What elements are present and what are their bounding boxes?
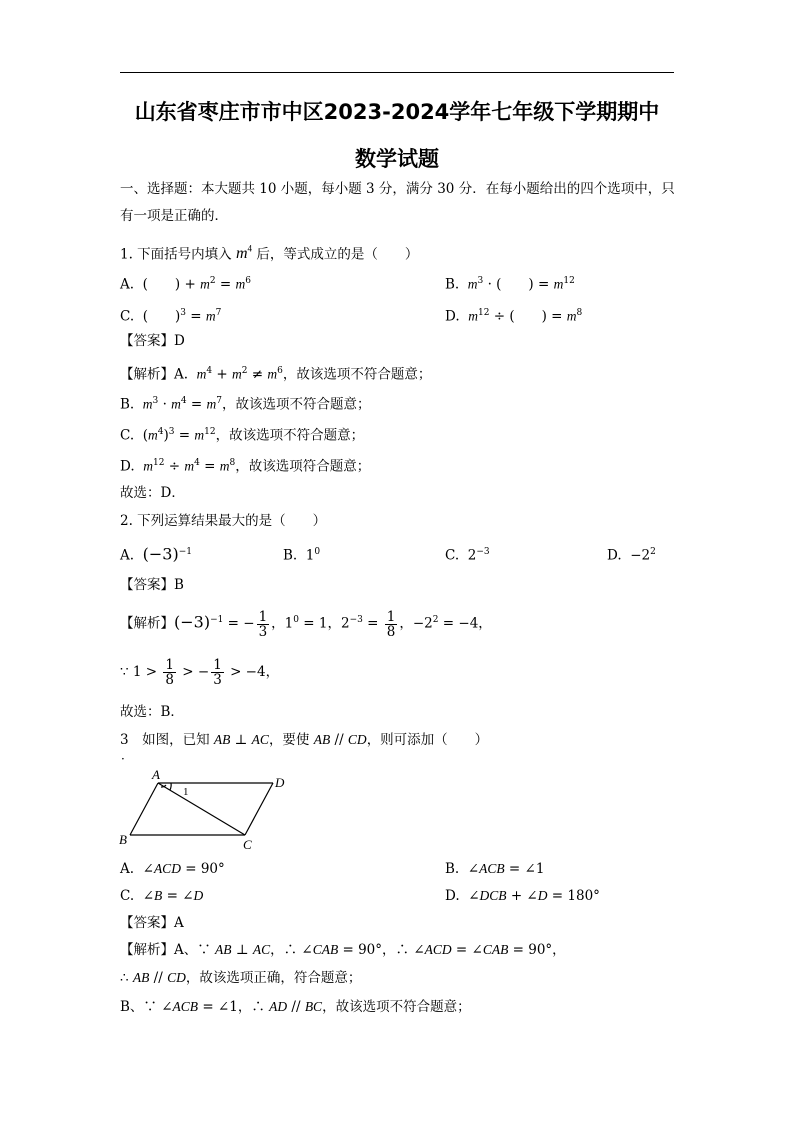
header-rule xyxy=(120,72,674,73)
question-1-stem: 1. 下面括号内填入 $m^4$ 后，等式成立的是（ ） xyxy=(120,244,419,263)
q2-conclusion: 故选：B． xyxy=(120,704,184,720)
q1-analysis-d: D. $m^{12} \div m^4 = m^8$，故该选项符合题意； xyxy=(120,458,371,475)
segment-ab xyxy=(130,783,158,835)
q2-option-b: B. $1^0$ xyxy=(283,547,321,564)
q1-analysis-b: B. $m^3 \cdot m^4 = m^7$，故该选项不符合题意； xyxy=(120,396,371,413)
q1-option-a: A. ( ) + $m^2 = m^6$ xyxy=(120,276,251,293)
label-angle-1: 1 xyxy=(183,786,189,798)
q1-analysis-c: C. $(m^4)^3 = m^{12}$，故该选项不符合题意； xyxy=(120,427,365,444)
page-subtitle: 数学试题 xyxy=(355,147,439,171)
q3-figure xyxy=(115,765,295,855)
page-title: 山东省枣庄市市中区2023-2024学年七年级下学期期中 xyxy=(134,100,660,124)
q1-option-b: B. $m^3$ · ( ) = $m^{12}$ xyxy=(445,276,575,293)
q1-option-d: D. $m^{12}$ ÷ ( ) = $m^8$ xyxy=(445,308,583,325)
q3-analysis-b: B、∵ ∠ACB = ∠1，∴ AD // BC，故该选项不符合题意； xyxy=(120,999,471,1015)
q1-analysis-a: 【解析】A. $m^4 + m^2 \ne m^6$，故该选项不符合题意； xyxy=(120,366,432,383)
q2-option-a: A. $(-3)^{-1}$ xyxy=(120,544,192,564)
q1-option-c: C. ( )$^3 = m^7$ xyxy=(120,308,222,325)
q2-option-d: D. $-2^2$ xyxy=(607,547,656,564)
section-intro: 一、选择题：本大题共 10 小题，每小题 3 分，满分 30 分．在每小题给出的四个选项中，只 xyxy=(120,181,675,197)
label-c: C xyxy=(243,837,252,852)
q3-option-c: C. ∠B = ∠D xyxy=(120,888,204,904)
q2-comparison: ∵ 1 > $\frac{1}{8}$ > − $\frac{1}{3}$ > −4， xyxy=(120,657,280,688)
segment-cd xyxy=(245,783,273,835)
q2-analysis: 【解析】$(-3)^{-1}$ = − $\frac{1}{3}$ ，$1^0 = 1$，$2^{-3}$ = $\frac{1}{8}$ ，$-2^2 = -4$， xyxy=(120,608,492,640)
section-intro-cont: 有一项是正确的． xyxy=(120,208,228,224)
q3-answer: 【答案】A xyxy=(120,915,184,931)
label-b: B xyxy=(119,832,127,847)
q2-answer: 【答案】B xyxy=(120,577,184,593)
q1-conclusion: 故选：D． xyxy=(120,485,185,501)
q3-option-d: D. ∠DCB + ∠D = 180° xyxy=(445,888,600,904)
q3-option-b: B. ∠ACB = ∠1 xyxy=(445,861,545,877)
figure-lines xyxy=(130,783,273,835)
angle-1-arc xyxy=(170,783,171,790)
q1-answer: 【答案】D xyxy=(120,333,185,349)
q3-option-a: A. ∠ACD = 90° xyxy=(120,861,225,877)
question-3-stem: 3 如图，已知 AB ⊥ AC，要使 AB // CD，则可添加（ ） xyxy=(120,732,489,748)
label-d: D xyxy=(275,775,285,790)
label-a: A xyxy=(152,767,160,782)
question-2-stem: 2. 下列运算结果最大的是（ ） xyxy=(120,513,327,529)
stray-dot: · xyxy=(121,752,125,766)
q2-option-c: C. $2^{-3}$ xyxy=(445,547,490,564)
q3-analysis-a: 【解析】A、∵ AB ⊥ AC，∴ ∠CAB = 90°，∴ ∠ACD = ∠CAB = 90°， xyxy=(120,942,566,958)
q3-analysis-a-cont: ∴ AB // CD，故该选项正确，符合题意； xyxy=(120,970,362,986)
segment-ac xyxy=(158,783,245,835)
